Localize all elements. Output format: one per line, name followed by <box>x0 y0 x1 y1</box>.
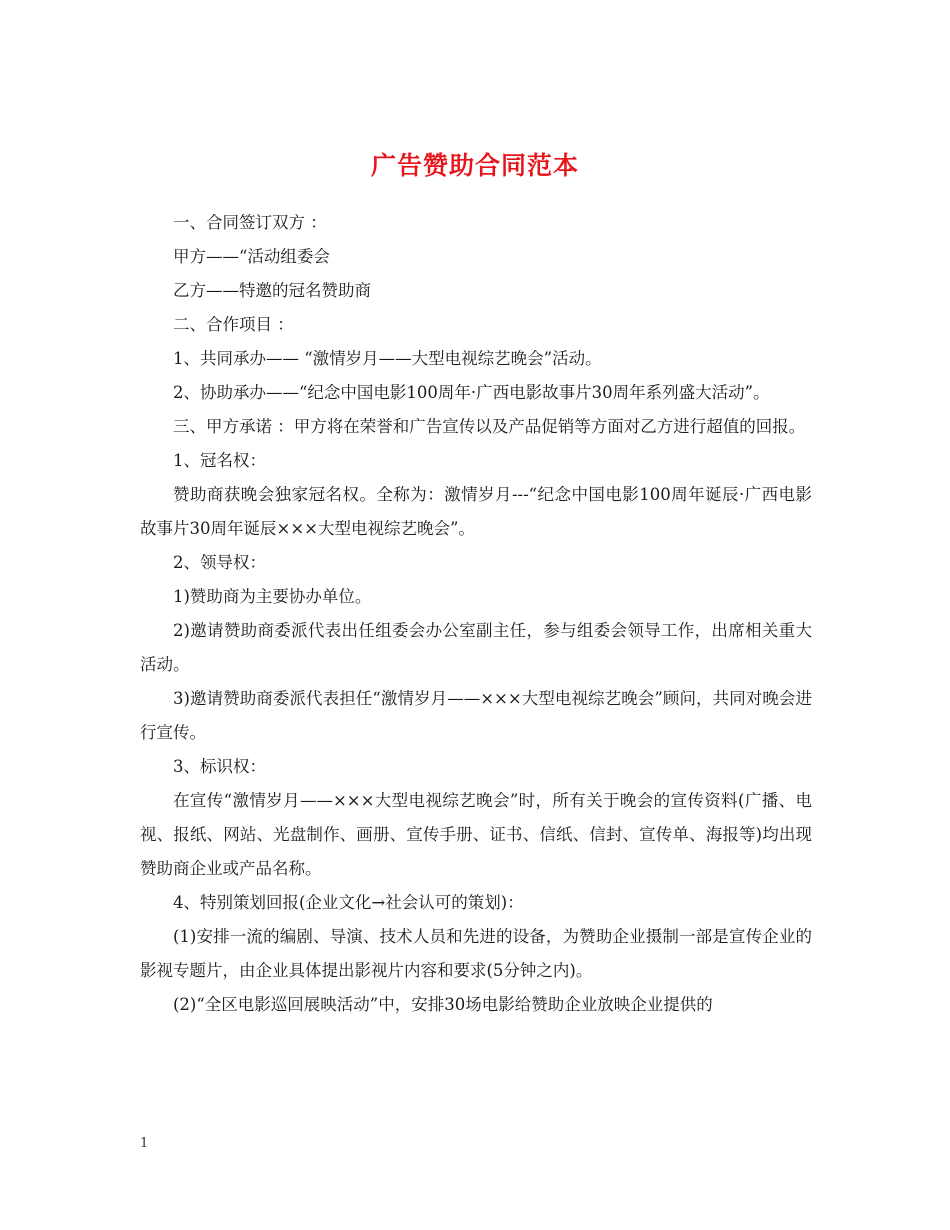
paragraph: 三、甲方承诺 ：甲方将在荣誉和广告宣传以及产品促销等方面对乙方进行超值的回报。 <box>173 417 806 436</box>
paragraph: 2)邀请赞助商委派代表出任组委会办公室副主任，参与组委会领导工作，出席相关重大活动。 <box>140 621 812 674</box>
paragraph: 赞助商获晚会独家冠名权。全称为：激情岁月---“纪念中国电影100周年诞辰·广西电影故事片30周年诞辰×××大型电视综艺晚会”。 <box>140 485 812 538</box>
paragraph: (1)安排一流的编剧、导演、技术人员和先进的设备，为赞助企业摄制一部是宣传企业的影视专题片，由企业具体提出影视片内容和要求(5分钟之内)。 <box>140 927 812 980</box>
paragraph: (2)“全区电影巡回展映活动”中，安排30场电影给赞助企业放映企业提供的 <box>173 995 713 1014</box>
paragraph: 4、特别策划回报(企业文化→社会认可的策划)： <box>173 893 524 912</box>
paragraph: 甲方——“活动组委会 <box>173 247 330 266</box>
paragraph: 3)邀请赞助商委派代表担任“激情岁月——×××大型电视综艺晚会”顾问，共同对晚会进行宣传。 <box>140 689 812 742</box>
paragraph: 3、标识权： <box>173 757 266 776</box>
paragraph: 1、共同承办—— “激情岁月——大型电视综艺晚会”活动。 <box>173 349 602 368</box>
paragraph: 二、合作项目 ： <box>173 315 294 334</box>
paragraph: 在宣传“激情岁月——×××大型电视综艺晚会”时，所有关于晚会的宣传资料(广播、电视、报纸、网站、光盘制作、画册、宣传手册、证书、信纸、信封、宣传单、海报等)均出现赞助商企业或产品名称。 <box>140 791 812 878</box>
paragraph: 1)赞助商为主要协办单位。 <box>173 587 372 606</box>
paragraph: 2、领导权： <box>173 553 266 572</box>
page-number: 1 <box>140 1136 149 1151</box>
paragraph: 一、合同签订双方 ： <box>173 213 327 232</box>
document-title: 广告赞助合同范本 <box>370 150 579 180</box>
paragraph: 2、协助承办——“纪念中国电影100周年·广西电影故事片30周年系列盛大活动”。 <box>173 383 770 402</box>
paragraph: 乙方——特邀的冠名赞助商 <box>173 281 371 300</box>
paragraph: 1、冠名权： <box>173 451 266 470</box>
document-body <box>140 206 812 1022</box>
